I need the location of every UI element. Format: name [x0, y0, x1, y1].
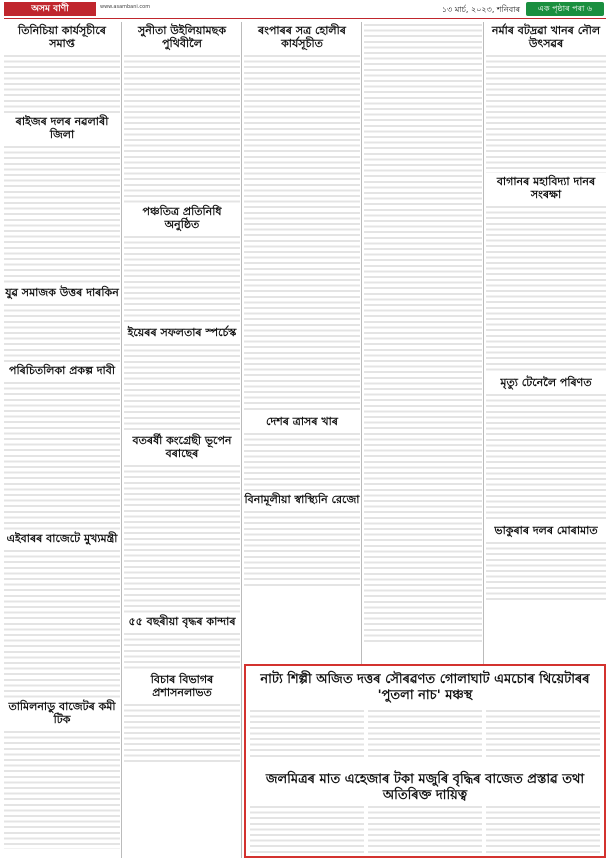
- website-link[interactable]: www.asambani.com: [100, 4, 151, 10]
- page-badge: [526, 2, 604, 16]
- article-headline[interactable]: বিনামূলীয়া স্বাস্থ্যিনি রেজো: [244, 493, 360, 506]
- article-headline[interactable]: যুৱ সমাজক উত্তৰ দাৰকিন: [5, 286, 119, 299]
- newspaper-logo: অসম বাণী: [4, 2, 96, 16]
- article-headline[interactable]: এইবাৰৰ বাজেটে মুখ্যমন্ত্ৰী: [6, 532, 118, 545]
- article-body: [4, 548, 120, 698]
- article-body: [486, 392, 606, 522]
- article-headline[interactable]: পঞ্চতিত্ৰ প্ৰতিনিধি অনুষ্ঠিত: [142, 205, 222, 231]
- article-body: [244, 431, 360, 491]
- article-body: [244, 53, 360, 413]
- feature-headline-1[interactable]: নাট্য শিল্পী অজিত দত্তৰ সৌৰৱণত গোলাঘাট এমচোৰ থিয়েটাৰৰ 'পুতলা নাচ' মঞ্চস্থ: [260, 672, 590, 703]
- page-badge-label: এক পৃষ্ঠাৰ পৰা: [537, 4, 585, 13]
- article-body: [486, 540, 606, 600]
- feature-body-col: [368, 804, 482, 854]
- article-body: [124, 463, 240, 613]
- article-body: [4, 144, 120, 284]
- article-headline[interactable]: ৫৫ বছৰীয়া বৃদ্ধৰ কান্দাৰ: [128, 615, 236, 628]
- article-headline[interactable]: বাগানৰ মহাবিদ্যা দানৰ সংৰক্ষা: [496, 175, 596, 201]
- column-divider: [121, 22, 122, 858]
- dateline: ১৩ মাৰ্চ, ২০২৩, শনিবাৰ: [441, 5, 520, 14]
- feature-body-col: [250, 708, 364, 760]
- article-body: [124, 342, 240, 432]
- article-headline[interactable]: ইয়েৰৰ সফলতাৰ স্পৰ্চেস্ক: [127, 326, 237, 339]
- column-2: [124, 22, 240, 858]
- feature-body-col: [486, 804, 600, 854]
- article-body: [124, 234, 240, 324]
- feature-body-col: [486, 708, 600, 760]
- article-body: [364, 22, 482, 642]
- article-body: [4, 53, 120, 113]
- article-headline[interactable]: বতৰৰ্ষী কংগ্ৰেছী ভূপেন বৰাছেৰ: [132, 434, 232, 460]
- article-body: [4, 729, 120, 849]
- article-headline[interactable]: ভাকুৰাৰ দলৰ মোৰামাত: [494, 524, 598, 537]
- column-1: [4, 22, 120, 858]
- article-body: [486, 53, 606, 173]
- feature-box: [244, 664, 606, 858]
- feature-headline-2[interactable]: জলমিত্ৰৰ মাত এহেজাৰ টকা মজুৰি বৃদ্ধিৰ বাজেত প্ৰস্তাৱ তথা অতিৰিক্ত দায়িত্ব: [265, 772, 585, 803]
- article-headline[interactable]: নৰ্মাৰ বটদ্ৰৱা খানৰ নৌল উৎসৱৰ: [491, 24, 601, 50]
- article-body: [244, 509, 360, 589]
- article-headline[interactable]: ৰাইজৰ দলৰ নৱলাৰী জিলা: [15, 115, 109, 141]
- article-body: [124, 631, 240, 671]
- article-body: [4, 302, 120, 362]
- feature-body-col: [368, 708, 482, 760]
- masthead-rule: [4, 18, 606, 19]
- column-divider: [241, 22, 242, 858]
- article-body: [124, 702, 240, 762]
- column-5: [486, 22, 606, 662]
- article-body: [486, 204, 606, 374]
- article-headline[interactable]: দেশৰ ত্ৰাসৰ খাৰ: [266, 415, 338, 428]
- article-headline[interactable]: মৃত্যু টেনেলৈ পৰিণত: [500, 376, 592, 389]
- article-headline[interactable]: ৰংপাৰৰ সত্ৰ হোলীৰ কাৰ্যসূচীত: [258, 24, 346, 50]
- article-headline[interactable]: বিচাৰ বিভাগৰ প্ৰশাসনলাভত: [150, 673, 214, 699]
- article-headline[interactable]: তামিলনাডু বাজেটৰ কমী টিক: [8, 700, 116, 726]
- page-number: ৬: [586, 4, 593, 13]
- article-body: [4, 380, 120, 530]
- article-body: [124, 53, 240, 203]
- article-headline[interactable]: তিনিচিয়া কাৰ্যসূচীৰে সমাপ্ত: [18, 24, 106, 50]
- article-headline[interactable]: সুনীতা উইলিয়ামছক পুথিবীলৈ: [137, 24, 227, 50]
- column-4: [364, 22, 482, 662]
- feature-body-col: [250, 804, 364, 854]
- masthead: [0, 0, 610, 18]
- article-headline[interactable]: পৰিচিতলিকা প্ৰকল্প দাবী: [8, 364, 116, 377]
- column-3: [244, 22, 360, 662]
